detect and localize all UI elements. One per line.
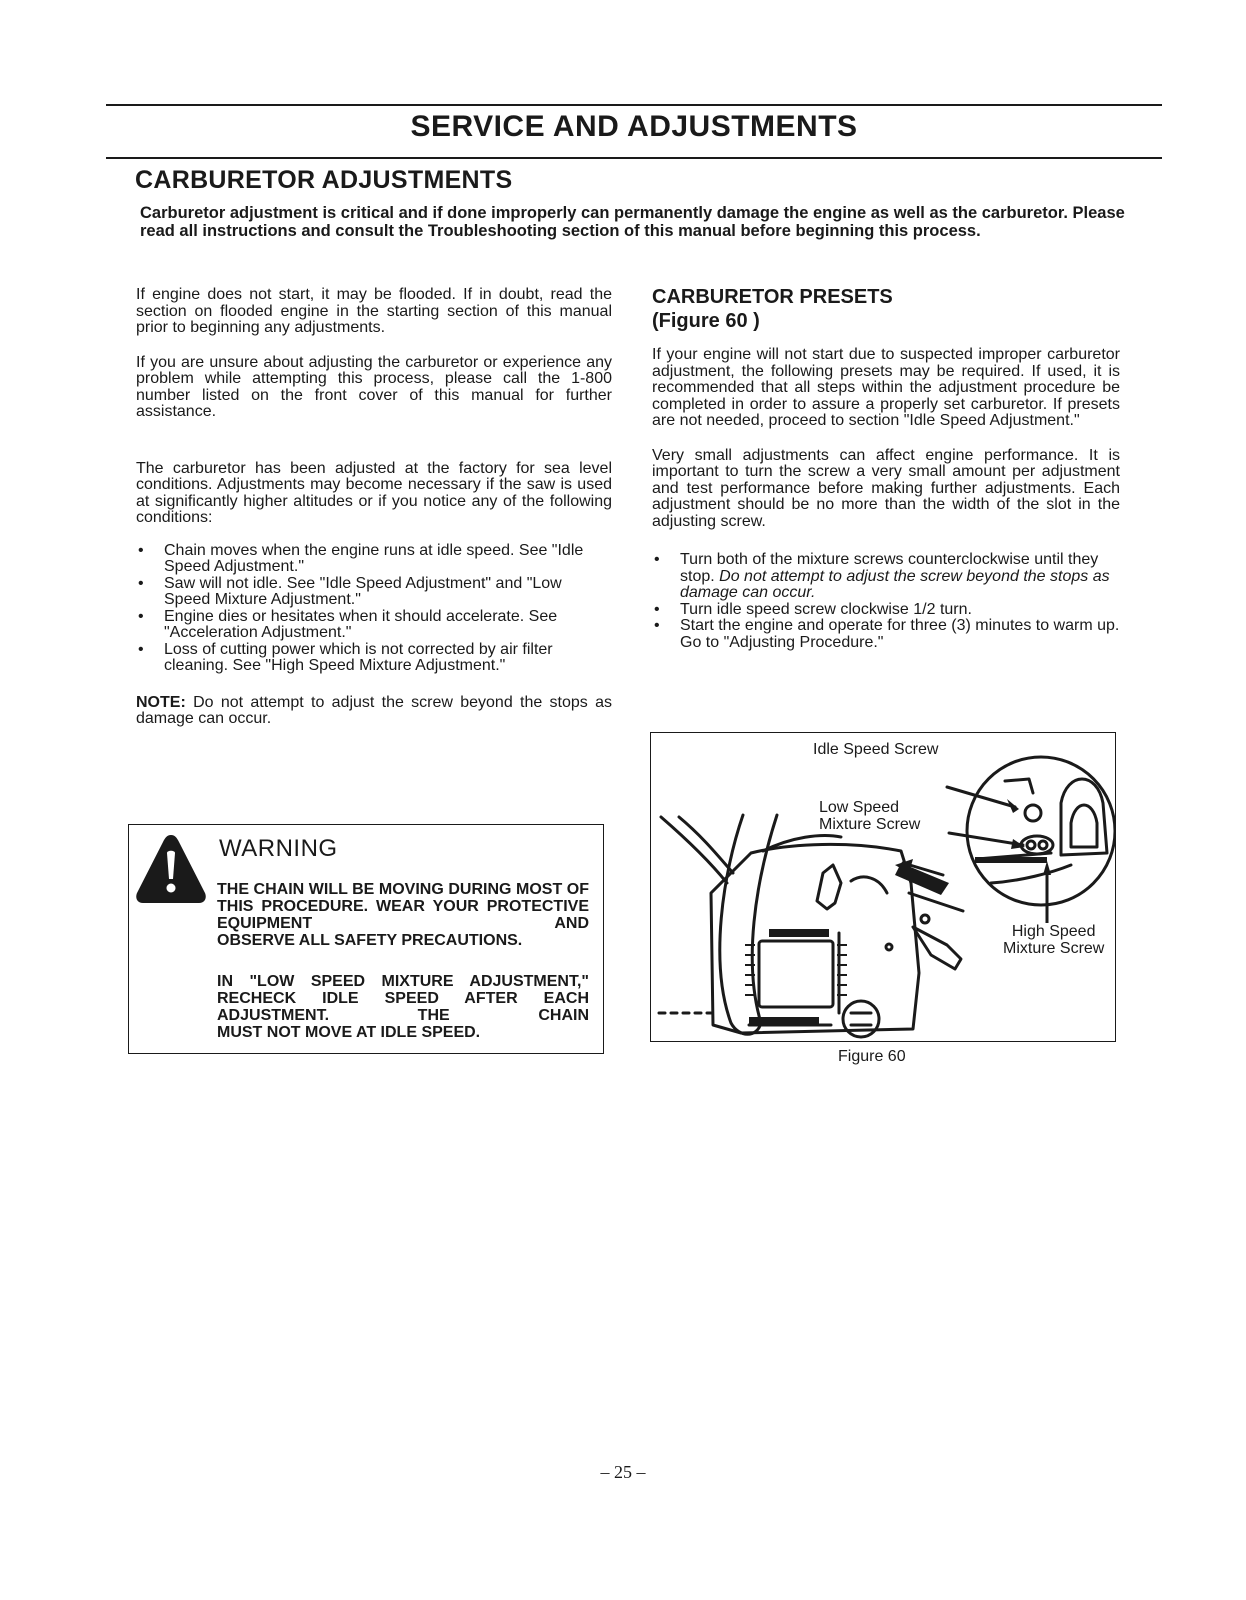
right-column — [652, 285, 1120, 651]
top-rule — [106, 104, 1162, 106]
figure-caption: Figure 60 — [838, 1048, 906, 1065]
label-line: High Speed — [1011, 923, 1096, 940]
label-line: Low Speed — [819, 799, 900, 816]
presets-heading: CARBURETOR PRESETS — [652, 286, 893, 308]
title-underline-rule — [106, 157, 1162, 159]
warning-text-last-line: MUST NOT MOVE AT IDLE SPEED. — [217, 1024, 481, 1041]
list-item: • Start the engine and operate for three (3) minutes to warm up. Go to "Adjusting Procedure." — [652, 618, 1120, 651]
warning-title: WARNING — [219, 835, 338, 862]
figure-60-box — [650, 732, 1116, 1042]
left-column — [136, 287, 612, 728]
label-line: Mixture Screw — [819, 816, 921, 833]
intro-paragraph: Carburetor adjustment is critical and if done improperly can permanently damage the engine as well as the carburetor. Please read all instructions and consult the Troubleshooting section of this manual before beginning this process. — [140, 204, 1125, 240]
conditions-list — [136, 543, 612, 675]
list-item: • Engine dies or hesitates when it should accelerate. See "Acceleration Adjustment." — [136, 609, 612, 642]
note-text: Do not attempt to adjust the screw beyond the stops as damage can occur. — [136, 693, 612, 727]
list-item: • Saw will not idle. See "Idle Speed Adjustment" and "Low Speed Mixture Adjustment." — [136, 576, 612, 609]
step-text: Turn both of the mixture screws counterclockwise until they stop. — [680, 551, 1099, 585]
list-item: • Turn idle speed screw clockwise 1/2 turn. — [652, 602, 1120, 619]
page-title: SERVICE AND ADJUSTMENTS — [410, 110, 858, 143]
presets-paragraph: If your engine will not start due to suspected improper carburetor adjustment, the following presets may be required. If used, it is recommended that all steps within the adjustment procedure be completed in order to assure a properly set carburetor. If presets are not needed, proceed to section "Idle Speed Adjustment." — [652, 346, 1120, 429]
warning-text-chain-moving — [217, 881, 589, 949]
warning-text-body: IN "LOW SPEED MIXTURE ADJUSTMENT," RECHECK IDLE SPEED AFTER EACH ADJUSTMENT. THE CHAIN — [217, 973, 589, 1024]
list-item — [652, 552, 1120, 602]
idle-speed-screw-label: Idle Speed Screw — [813, 741, 939, 758]
presets-figure-reference: (Figure 60 ) — [652, 310, 760, 332]
warning-text-last-line: OBSERVE ALL SAFETY PRECAUTIONS. — [217, 932, 523, 949]
list-item: • Loss of cutting power which is not corrected by air filter cleaning. See "High Speed Mixture Adjustment." — [136, 642, 612, 675]
warning-text-idle-speed — [217, 973, 589, 1041]
warning-triangle-icon — [133, 831, 209, 907]
assistance-paragraph: If you are unsure about adjusting the carburetor or experience any problem while attempting this process, please call the 1-800 number listed on the front cover of this manual for further assistance. — [136, 353, 612, 420]
chainsaw-carburetor-illustration — [651, 733, 1116, 1042]
label-line: Mixture Screw — [1003, 940, 1105, 957]
warning-box — [128, 824, 604, 1054]
section-heading: CARBURETOR ADJUSTMENTS — [135, 166, 513, 194]
high-speed-mixture-screw-label — [1003, 923, 1104, 957]
warning-text-body: THE CHAIN WILL BE MOVING DURING MOST OF THIS PROCEDURE. WEAR YOUR PROTECTIVE EQUIPMENT AND — [217, 881, 589, 932]
step-caution-text: Do not attempt to adjust the screw beyond the stops as damage can occur. — [680, 567, 1110, 601]
low-speed-mixture-screw-label — [819, 799, 920, 833]
note-paragraph — [136, 695, 612, 728]
list-item: • Chain moves when the engine runs at idle speed. See "Idle Speed Adjustment." — [136, 543, 612, 576]
presets-steps-list — [652, 552, 1120, 651]
factory-adjustment-paragraph: The carburetor has been adjusted at the factory for sea level conditions. Adjustments may become necessary if the saw is used at significantly higher altitudes or if you notice any of the following conditions: — [136, 459, 612, 526]
flooded-engine-paragraph: If engine does not start, it may be flooded. If in doubt, read the section on flooded engine in the starting section of this manual prior to beginning any adjustments. — [136, 286, 612, 336]
note-label: NOTE: — [136, 693, 186, 711]
page-number: – 25 – — [600, 1462, 646, 1482]
small-adjustments-paragraph: Very small adjustments can affect engine performance. It is important to turn the screw a very small amount per adjustment and test performance before making further adjustments. Each adjustment should be no more than the width of the slot in the adjusting screw. — [652, 446, 1120, 530]
